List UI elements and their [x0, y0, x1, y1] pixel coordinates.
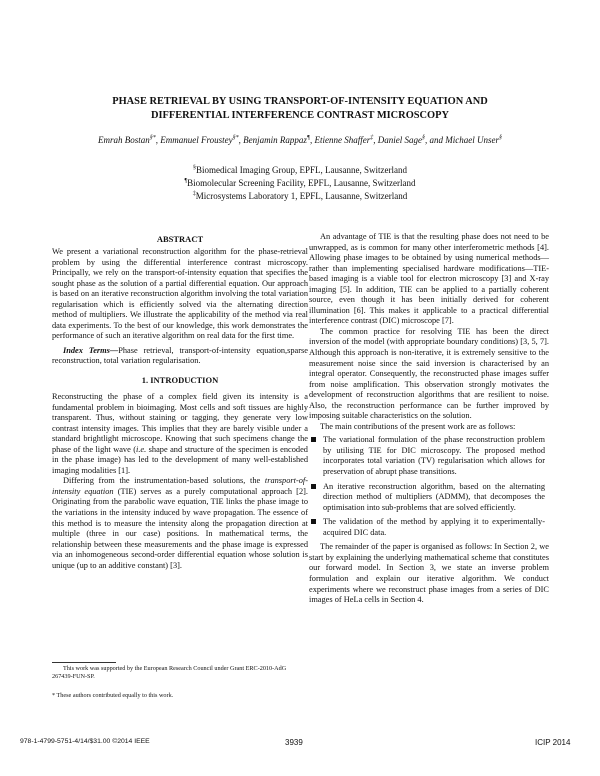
right-column — [309, 232, 549, 606]
author: Emmanuel Froustey — [160, 135, 233, 145]
affiliation-text: Biomolecular Screening Facility, EPFL, Lausanne, Switzerland — [187, 178, 416, 188]
bullet-icon — [311, 437, 316, 442]
author-mark: §* — [149, 135, 156, 141]
title-line-1: PHASE RETRIEVAL BY USING TRANSPORT-OF-INTENSITY EQUATION AND — [112, 96, 488, 107]
author: Emrah Bostan — [97, 135, 150, 145]
affiliation — [140, 190, 460, 203]
venue-footer: ICIP 2014 — [535, 738, 571, 747]
right-paragraph-1: An advantage of TIE is that the resulting phase does not need to be unwrapped, as is common for many other interferometric methods [4]. Allowing phase images to be obtained by using numerical methods—rather than implementing specialised hardware modifications—TIE-based imaging is a viable tool for electron microscopy [3] and X-ray imaging [5]. In addition, TIE can be applied to a partially coherent source, even though it has been initially derived for coherent illumination [6]. This makes it applicable to a practical differential interference contrast (DIC) microscope [7]. — [309, 232, 549, 326]
intro-p2-start: Differing from the instrumentation-based solutions, the — [63, 476, 265, 486]
contribution-text: The variational formulation of the phase reconstruction problem by utilising TIE for DIC microscopy. The proposed method incorporates total variation (TV) regularisation which allows for preservation of abrupt phase transitions. — [323, 435, 545, 477]
author-mark: §* — [232, 135, 239, 141]
isbn-footer: 978-1-4799-5751-4/14/$31.00 ©2014 IEEE — [20, 738, 150, 745]
index-terms — [52, 346, 308, 367]
abstract-heading: ABSTRACT — [156, 234, 204, 244]
contribution-text: The validation of the method by applying it to experimentally-acquired DIC data. — [323, 517, 545, 537]
affiliation-mark: ¶ — [184, 178, 188, 184]
footnote-rule — [52, 662, 116, 663]
abstract-text: We present a variational reconstruction algorithm for the phase-retrieval problem by using the differential interference contrast microscopy. Principally, we rely on the transport-of-intensity equation that specifies the sought phase as the solution of a partial differential equation. Our approach is based on an iterative reconstruction algorithm involving the total variation regularisation which is efficiently solved via the alternating direction method of multipliers. We illustrate the applicability of the method via real data experiments. To the best of our knowledge, this work demonstrates the performance of such an iterative algorithm on real data for the first time. — [52, 247, 308, 341]
affiliation-list — [140, 164, 460, 203]
equal-contribution-footnote: * These authors contributed equally to this work. — [52, 691, 174, 699]
intro-p1-text: Reconstructing the phase of a complex field given its intensity is a fundamental problem in bioimaging. Most cells and soft tissues are highly transparent. Thus, without staining or tagging, they generate very low contrast intensity images. This implies that they are barely visible under a standard brightlight microscope. Knowing that such specimens change the phase of the light wave ( — [52, 392, 308, 454]
intro-p2-term: transport-of-intensity equation — [52, 476, 308, 496]
intro-paragraph-1 — [52, 392, 308, 476]
bullet-icon — [311, 519, 316, 524]
affiliation — [140, 164, 460, 177]
author: Etienne Shaffer — [314, 135, 371, 145]
page-number: 3939 — [285, 738, 303, 747]
right-paragraph-3: The main contributions of the present work are as follows: — [320, 421, 516, 431]
author: Daniel Sage — [377, 135, 423, 145]
author: Michael Unser — [445, 135, 500, 145]
author-mark: § — [422, 135, 426, 141]
author-mark: ¶ — [306, 135, 311, 141]
affiliation-text: Biomedical Imaging Group, EPFL, Lausanne, Switzerland — [196, 165, 407, 175]
affiliation-mark: ‡ — [192, 191, 196, 197]
right-paragraph-4: The remainder of the paper is organised as follows: In Section 2, we start by explaining the underlying mathematical scheme that constitutes our forward model. In Section 3, we state an inverse problem formulation and explain our iterative algorithm. We conduct experiments where we reconstruct phase images from a series of DIC images of HeLa cells in Section 4. — [309, 542, 549, 605]
list-item — [323, 517, 545, 538]
bullet-icon — [311, 484, 316, 489]
intro-paragraph-2 — [52, 476, 308, 571]
list-item — [323, 435, 545, 477]
section-heading-introduction: 1. INTRODUCTION — [141, 375, 219, 386]
list-item — [323, 482, 545, 514]
funding-footnote: This work was supported by the European Research Council under Grant ERC-2010-AdG 267439-FUN-SP. — [52, 665, 287, 681]
intro-p1-ie: i.e. — [136, 444, 147, 454]
affiliation-mark: § — [193, 165, 197, 171]
index-terms-text: Phase retrieval, transport-of-intensity equation,sparse reconstruction, total variation regularisation. — [52, 345, 308, 366]
affiliation-text: Microsystems Laboratory 1, EPFL, Lausanne, Switzerland — [195, 191, 408, 201]
intro-p2-end: (TIE) serves as a purely computational approach [2]. Originating from the parabolic wave equation, TIE links the phase image to the variations in the intensity induced by wave propagation. The essence of this method is to measure the intensity along the propagation direction at multiple (three in our case) positions. In mathematical terms, the relationship between these measurements and the phase image is expressed via an inhomogeneous second-order differential equation whose solution is unique (up to an additive constant) [3]. — [52, 486, 308, 570]
left-column — [52, 234, 308, 571]
footnotes — [52, 665, 308, 700]
index-terms-label: Index Terms— — [63, 345, 119, 355]
title-line-2: DIFFERENTIAL INTERFERENCE CONTRAST MICROSCOPY — [150, 110, 449, 121]
author: Benjamin Rappaz — [243, 135, 307, 145]
contribution-list — [309, 435, 549, 538]
author-list: Emrah Bostan§*, Emmanuel Froustey§*, Benjamin Rappaz¶, Etienne Shaffer‡, Daniel Sage§, and Michael Unser§ — [97, 135, 503, 145]
author-mark: § — [499, 135, 503, 141]
intro-p1-end: shape and structure of the specimen is encoded in the phase image) has led to the development of many well-established imaging modalities [1]. — [52, 444, 308, 475]
right-paragraph-2: The common practice for resolving TIE has been the direct inversion of the model (with appropriate boundary conditions) [3, 5, 7]. Although this approach is non-iterative, it is extremely sensitive to the measurement noise since the said inversion is characterised by an integral operator. Consequently, the reconstructed phase images suffer from noise amplification. This observation strongly motivates the development of reconstruction algorithms that are resilient to noise. Also, the reconstruction performance can be further improved by imposing suitable characteristics on the solution. — [309, 326, 549, 421]
paper-title — [40, 95, 560, 123]
affiliation — [140, 177, 460, 190]
contribution-text: An iterative reconstruction algorithm, based on the alternating direction method of multipliers (ADMM), that decomposes the optimisation into sub-problems that are solved efficiently. — [323, 481, 545, 512]
author-mark: ‡ — [370, 135, 374, 141]
